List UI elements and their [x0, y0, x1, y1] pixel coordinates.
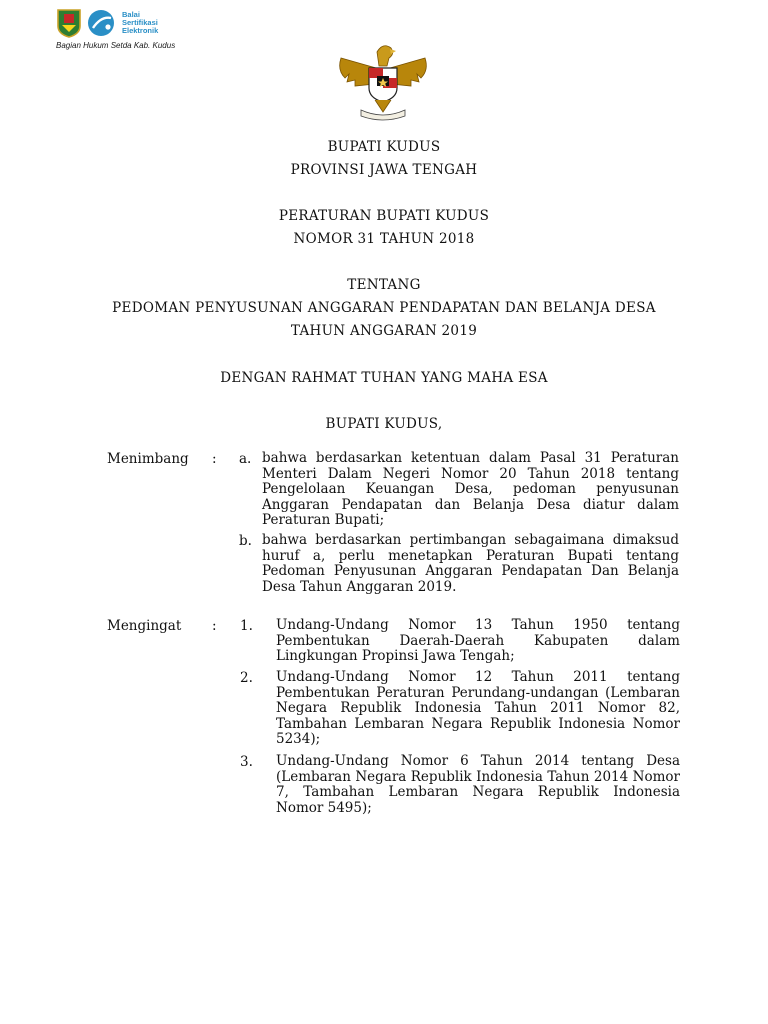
kudus-regency-emblem-icon [56, 8, 82, 38]
mengingat-item-2: Undang-Undang Nomor 12 Tahun 2011 tentang Pembentukan Peraturan Perundang-undangan (Lembaran Negara Republik Indonesia Tahun 2011 Nomor 82, Tambahan Lembaran Negara Republik Indonesia Nomor 5234); [276, 669, 680, 747]
garuda-pancasila-emblem-icon [335, 40, 431, 122]
menimbang-item-b: bahwa berdasarkan pertimbangan sebagaimana dimaksud huruf a, perlu menetapkan Peraturan Bupati tentang Pedoman Penyusunan Anggaran Pendapatan Dan Belanja Desa Tahun Anggaran 2019. [262, 532, 679, 595]
preamble-blessing: DENGAN RAHMAT TUHAN YANG MAHA ESA [220, 370, 548, 386]
regent-title: BUPATI KUDUS [327, 139, 441, 155]
regent-signatory-heading: BUPATI KUDUS, [325, 416, 443, 432]
menimbang-marker-a: a. [239, 451, 252, 467]
header-logos [56, 8, 186, 50]
regulation-title: PERATURAN BUPATI KUDUS [278, 208, 490, 224]
bse-logo-text: Balai Sertifikasi Elektronik [122, 10, 159, 35]
header-caption: Bagian Hukum Setda Kab. Kudus [56, 41, 176, 50]
mengingat-item-1: Undang-Undang Nomor 13 Tahun 1950 tentang Pembentukan Daerah-Daerah Kabupaten dalam Lingkungan Propinsi Jawa Tengah; [276, 617, 680, 664]
mengingat-marker-3: 3. [240, 754, 253, 770]
menimbang-marker-b: b. [239, 533, 252, 549]
mengingat-marker-1: 1. [240, 618, 253, 634]
mengingat-label: Mengingat [107, 618, 182, 634]
menimbang-item-a: bahwa berdasarkan ketentuan dalam Pasal 31 Peraturan Menteri Dalam Negeri Nomor 20 Tahun 2018 tentang Pengelolaan Keuangan Desa, pedoman penyusunan Anggaran Pendapatan dan Belanja Desa diatur dalam Peraturan Bupati; [262, 450, 679, 528]
regulation-number: NOMOR 31 TAHUN 2018 [293, 231, 475, 247]
mengingat-item-3: Undang-Undang Nomor 6 Tahun 2014 tentang Desa (Lembaran Negara Republik Indonesia Tahun 2014 Nomor 7, Tambahan Lembaran Negara Republik Indonesia Nomor 5495); [276, 753, 680, 816]
bse-logo-icon [86, 8, 118, 38]
menimbang-label: Menimbang [107, 451, 189, 467]
mengingat-marker-2: 2. [240, 670, 253, 686]
about-heading: TENTANG [347, 277, 421, 293]
fiscal-year: TAHUN ANGGARAN 2019 [290, 323, 478, 339]
mengingat-colon: : [212, 618, 217, 634]
regulation-subject: PEDOMAN PENYUSUNAN ANGGARAN PENDAPATAN DAN BELANJA DESA [112, 300, 656, 316]
province-title: PROVINSI JAWA TENGAH [290, 162, 478, 178]
menimbang-colon: : [212, 451, 217, 467]
